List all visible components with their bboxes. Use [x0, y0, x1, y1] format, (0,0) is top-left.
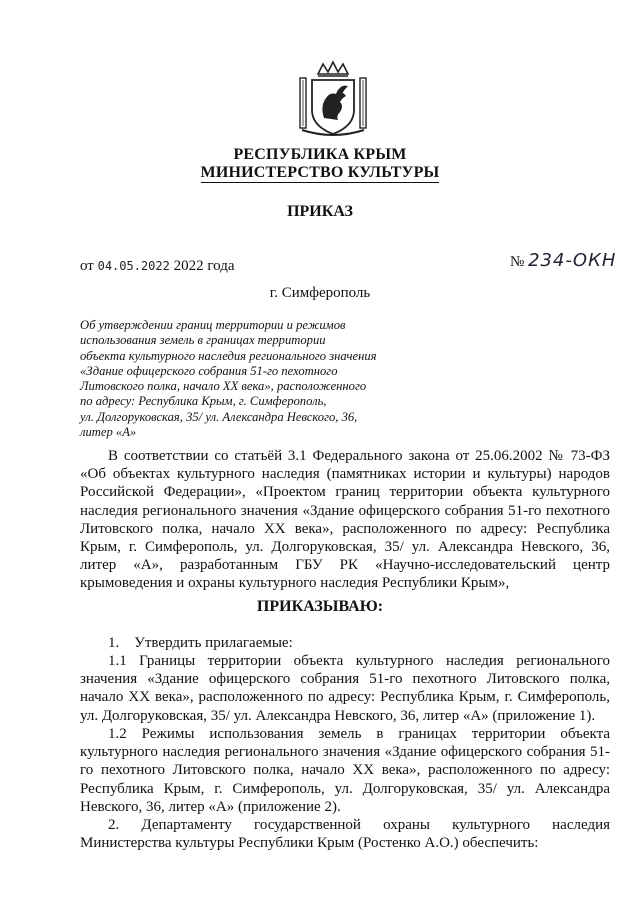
republic-name: РЕСПУБЛИКА КРЫМ — [233, 146, 407, 163]
subject-line: Литовского полка, начало XX века», расположенного — [80, 379, 367, 394]
item-2: 2. Департаменту государственной охраны культурного наследия Министерства культуры Республики Крым (Ростенко А.О.) обеспечить: — [80, 817, 610, 852]
subject-line: литер «А» — [80, 425, 137, 440]
subject-line: объекта культурного наследия регионального значения — [80, 348, 377, 363]
subject-line: ул. Долгоруковская, 35/ ул. Александра Невского, 36, — [80, 409, 358, 424]
ministry-name: МИНИСТЕРСТВО КУЛЬТУРЫ — [200, 164, 440, 181]
handwritten-date: 04.05.2022 — [97, 259, 170, 273]
item-1-2: 1.2 Режимы использования земель в границах территории объекта культурного наследия регионального значения «Здание офицерского собрания 51-го пехотного Литовского полка, начало XX века», расположенного по адресу: Республика Крым, г. Симферополь, ул. Долгоруковская, 35/ ул. Александра Невского, 36, литер «А» (приложение 2). — [80, 726, 610, 815]
city: г. Симферополь — [269, 285, 371, 301]
document-type: ПРИКАЗ — [287, 203, 353, 220]
preamble-paragraph: В соответствии со статьёй 3.1 Федерального закона от 25.06.2002 № 73-ФЗ «Об объектах культурного наследия (памятниках истории и культуры) народов Российской Федерации», «Проектом границ территории объекта культурного наследия регионального значения «Здание офицерского собрания 51-го пехотного Литовского полка, начало XX века», расположенного по адресу: Республика Крым, г. Симферополь, ул. Долгоруковская, 35/ ул. Александра Невского, 36, литер «А», разработанным ГБУ РК «Научно-исследовательский центр крымоведения и охраны культурного наследия Республики Крым», — [80, 448, 610, 592]
item-1: 1. Утвердить прилагаемые: — [108, 635, 293, 651]
document-number: № 234-ОКН — [510, 250, 617, 271]
orders-heading: ПРИКАЗЫВАЮ: — [256, 598, 384, 615]
subject-line: Об утверждении границ территории и режимов — [80, 318, 346, 332]
subject-block — [80, 318, 400, 440]
subject-line: «Здание офицерского собрания 51-го пехотного — [80, 363, 338, 378]
document-date: от 04.05.2022 2022 года — [80, 258, 235, 274]
handwritten-number: 234-ОКН — [528, 250, 617, 271]
item-1-1: 1.1 Границы территории объекта культурного наследия регионального значения «Здание офицерского собрания 51-го пехотного Литовского полка, начало XX века», расположенного по адресу: Республика Крым, г. Симферополь, ул. Долгоруковская, 35/ ул. Александра Невского, 36, литер «А» (приложение 1). — [80, 653, 610, 724]
crimea-coat-of-arms-icon — [296, 60, 370, 140]
subject-line: по адресу: Республика Крым, г. Симферополь, — [80, 394, 327, 409]
subject-line: использования земель в границах территории — [80, 333, 326, 348]
